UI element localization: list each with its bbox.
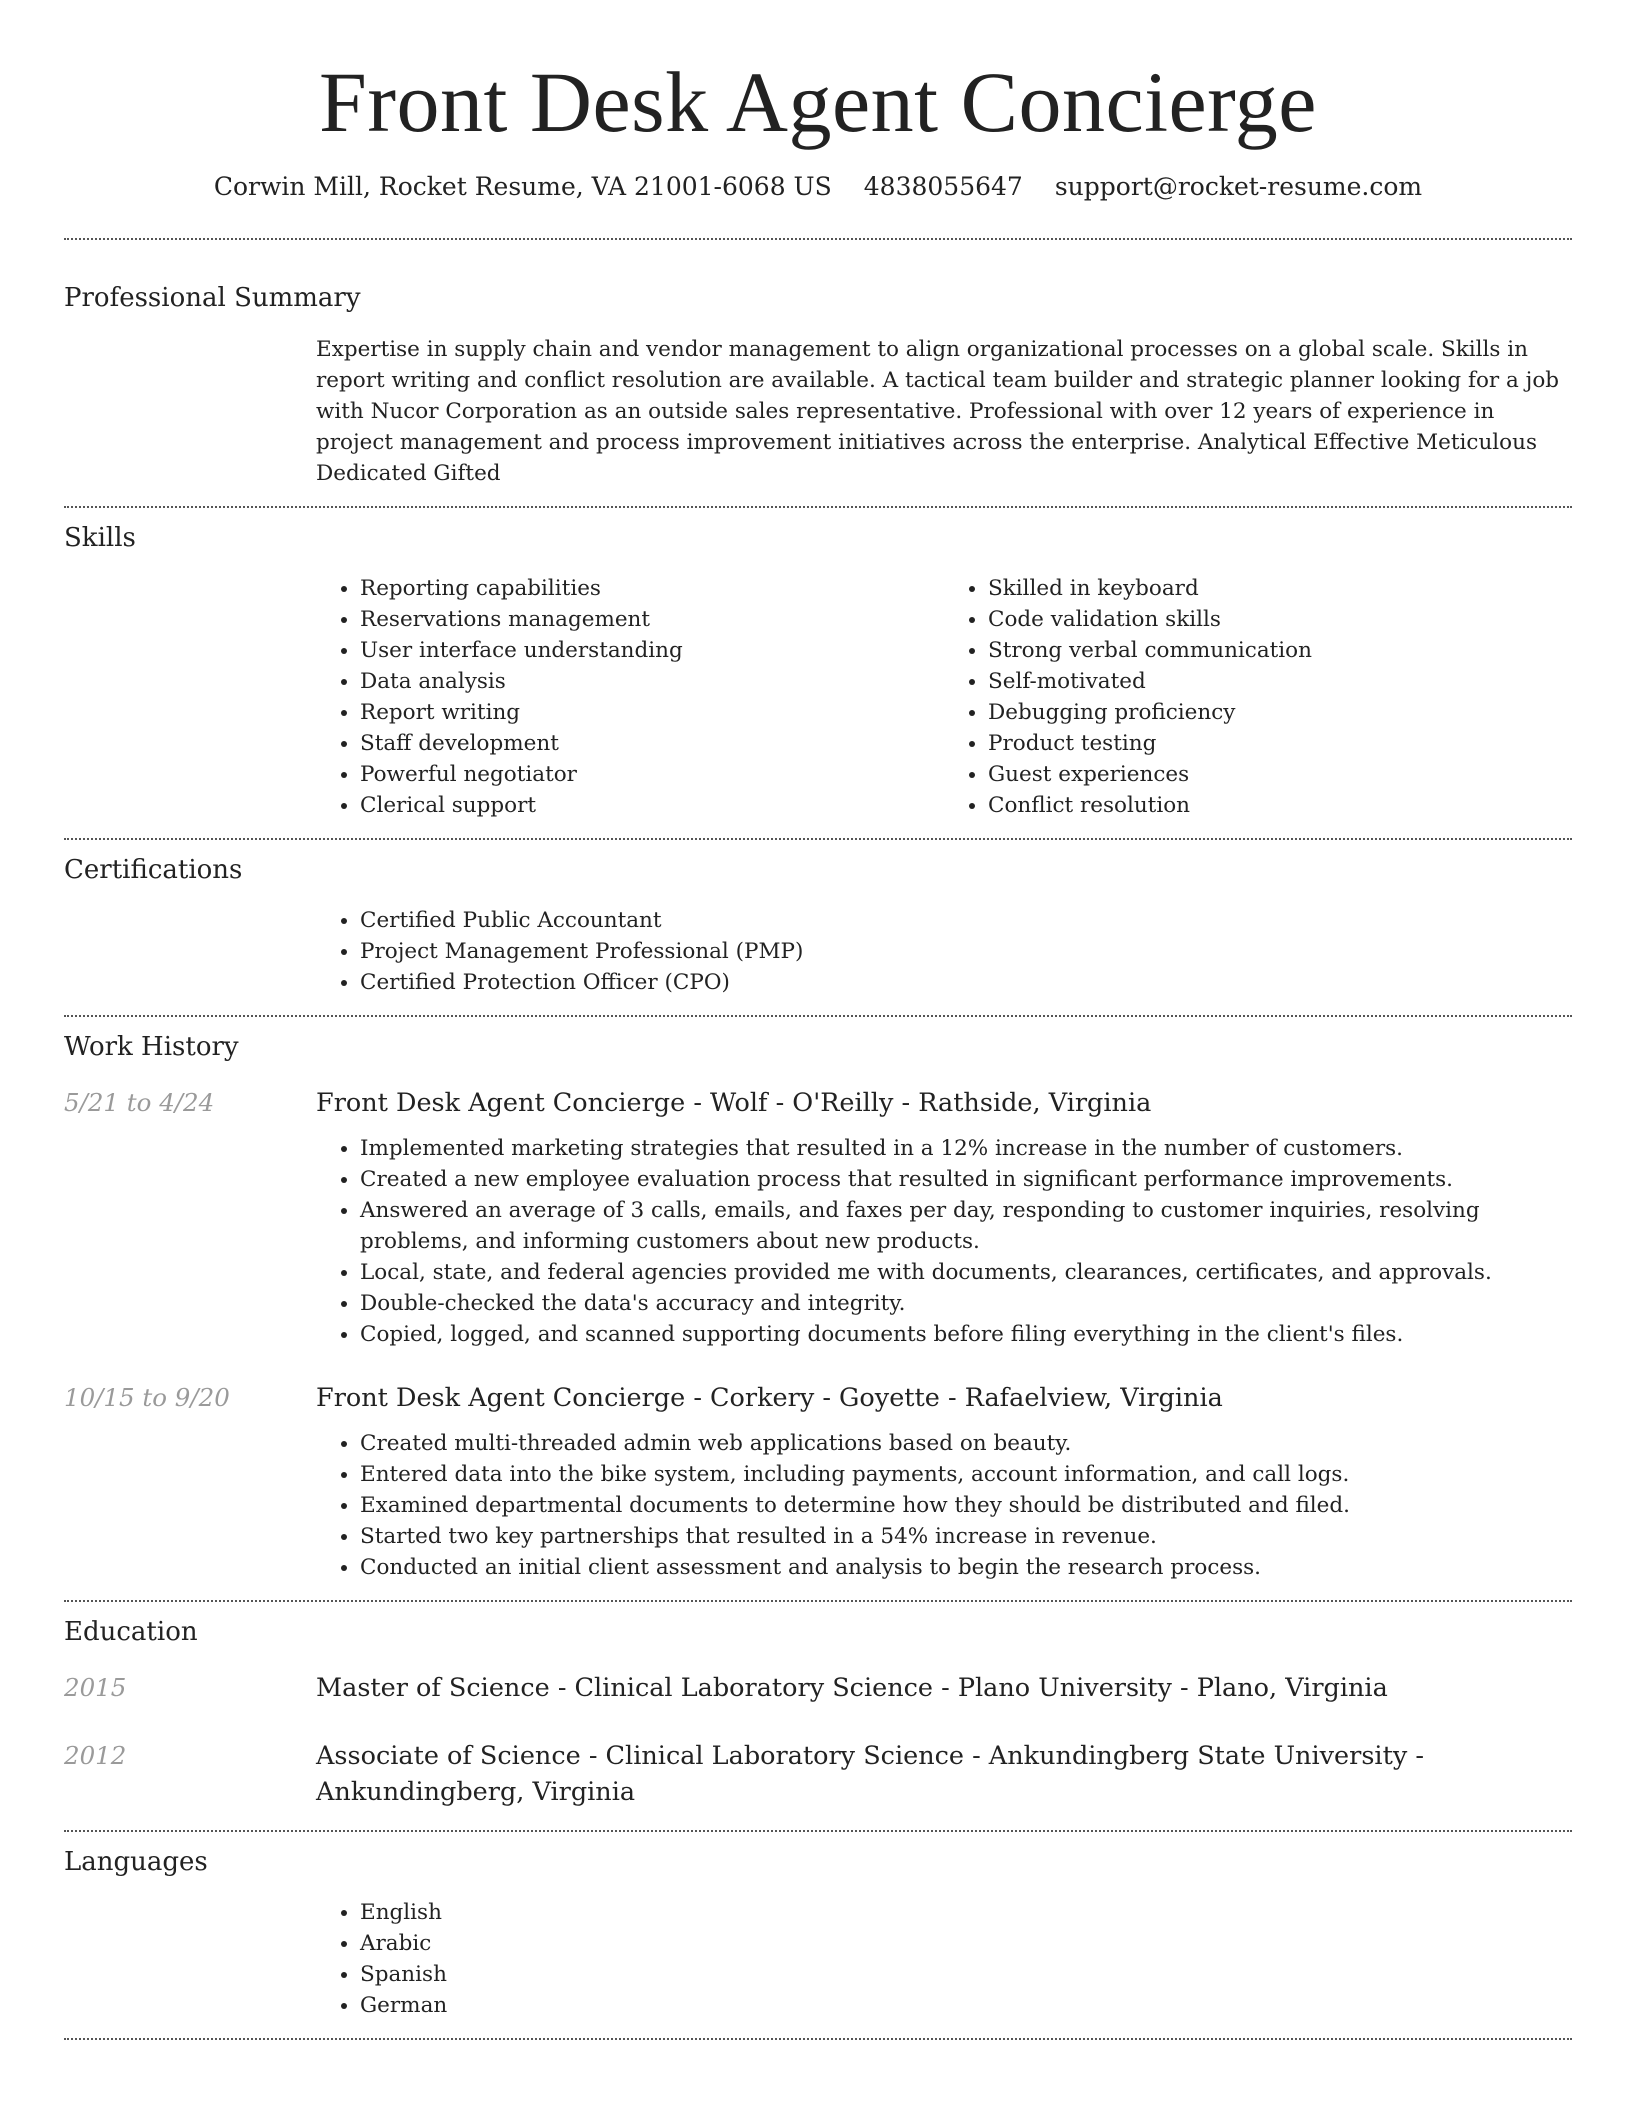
skill-item: • Reservations management xyxy=(360,604,944,635)
job-bullet: • Entered data into the bike system, including payments, account information, and call logs. xyxy=(360,1459,1572,1490)
language-item: • English xyxy=(360,1897,1572,1928)
skill-item: • Report writing xyxy=(360,697,944,728)
job-dates: 5/21 to 4/24 xyxy=(64,1088,215,1117)
certifications-section xyxy=(64,840,1572,998)
job-entry xyxy=(64,1380,1572,1583)
languages-list xyxy=(316,1897,1572,2021)
work-history-heading: Work History xyxy=(64,1032,239,1062)
job-bullet: • Double-checked the data's accuracy and integrity. xyxy=(360,1288,1572,1319)
summary-text: Expertise in supply chain and vendor management to align organizational processes on a global scale. Skills in report writing and conflict resolution are available. A tactical team builder and strategic planner looking for a job with Nucor Corporation as an outside sales representative. Professional with over 12 years of experience in project management and process improvement initiatives across the enterprise. Analytical Effective Meticulous Dedicated Gifted xyxy=(316,337,1560,486)
certification-item: • Certified Protection Officer (CPO) xyxy=(360,967,1572,998)
education-heading: Education xyxy=(64,1617,198,1647)
education-entry xyxy=(64,1738,1572,1810)
job-bullets xyxy=(316,1428,1572,1583)
skill-item: • Debugging proficiency xyxy=(988,697,1572,728)
skill-item: • Product testing xyxy=(988,728,1572,759)
job-bullet: • Local, state, and federal agencies provided me with documents, clearances, certificates, and approvals. xyxy=(360,1257,1572,1288)
skills-heading: Skills xyxy=(64,523,136,553)
skill-item: • Skilled in keyboard xyxy=(988,573,1572,604)
language-item: • Spanish xyxy=(360,1959,1572,1990)
skills-list-left xyxy=(316,573,944,821)
certifications-list xyxy=(316,905,1572,998)
language-item: • Arabic xyxy=(360,1928,1572,1959)
skill-item: • Strong verbal communication xyxy=(988,635,1572,666)
job-bullet: • Examined departmental documents to determine how they should be distributed and filed. xyxy=(360,1490,1572,1521)
skill-item: • User interface understanding xyxy=(360,635,944,666)
languages-heading: Languages xyxy=(64,1847,208,1877)
job-bullets xyxy=(316,1133,1572,1350)
education-section xyxy=(64,1602,1572,1810)
skill-item: • Code validation skills xyxy=(988,604,1572,635)
education-degree: Master of Science - Clinical Laboratory Science - Plano University - Plano, Virginia xyxy=(316,1673,1388,1703)
job-bullet: • Answered an average of 3 calls, emails, and faxes per day, responding to customer inquiries, resolving problems, and informing customers about new products. xyxy=(360,1195,1572,1257)
contact-line xyxy=(64,170,1572,204)
job-bullet: • Copied, logged, and scanned supporting documents before filing everything in the client's files. xyxy=(360,1319,1572,1350)
resume-title: Front Desk Agent Concierge xyxy=(319,54,1317,150)
job-role: Front Desk Agent Concierge - Wolf - O'Reilly - Rathside, Virginia xyxy=(316,1088,1152,1118)
education-degree: Associate of Science - Clinical Laboratory Science - Ankundingberg State University - Ankundingberg, Virginia xyxy=(316,1741,1424,1807)
language-item: • German xyxy=(360,1990,1572,2021)
job-dates: 10/15 to 9/20 xyxy=(64,1383,230,1412)
contact-phone: 4838055647 xyxy=(863,172,1023,201)
skill-item: • Powerful negotiator xyxy=(360,759,944,790)
section-divider xyxy=(64,2038,1572,2040)
contact-address: Corwin Mill, Rocket Resume, VA 21001-6068 US xyxy=(213,172,832,201)
skill-item: • Data analysis xyxy=(360,666,944,697)
skill-item: • Reporting capabilities xyxy=(360,573,944,604)
education-year: 2015 xyxy=(64,1673,127,1702)
job-bullet: • Started two key partnerships that resulted in a 54% increase in revenue. xyxy=(360,1521,1572,1552)
skill-item: • Self-motivated xyxy=(988,666,1572,697)
skill-item: • Guest experiences xyxy=(988,759,1572,790)
certification-item: • Certified Public Accountant xyxy=(360,905,1572,936)
certifications-heading: Certifications xyxy=(64,855,243,885)
skill-item: • Staff development xyxy=(360,728,944,759)
job-bullet: • Conducted an initial client assessment and analysis to begin the research process. xyxy=(360,1552,1572,1583)
skills-list-right xyxy=(944,573,1572,821)
job-role: Front Desk Agent Concierge - Corkery - Goyette - Rafaelview, Virginia xyxy=(316,1383,1223,1413)
languages-section xyxy=(64,1832,1572,2021)
education-year: 2012 xyxy=(64,1741,127,1770)
job-bullet: • Created a new employee evaluation process that resulted in significant performance improvements. xyxy=(360,1164,1572,1195)
summary-section xyxy=(64,240,1572,489)
skill-item: • Conflict resolution xyxy=(988,790,1572,821)
job-entry xyxy=(64,1085,1572,1350)
contact-email: support@rocket-resume.com xyxy=(1054,172,1423,201)
summary-heading: Professional Summary xyxy=(64,283,361,313)
education-entry xyxy=(64,1670,1572,1706)
job-bullet: • Created multi-threaded admin web applications based on beauty. xyxy=(360,1428,1572,1459)
skills-section xyxy=(64,508,1572,821)
resume-page xyxy=(64,0,1572,2040)
certification-item: • Project Management Professional (PMP) xyxy=(360,936,1572,967)
job-bullet: • Implemented marketing strategies that resulted in a 12% increase in the number of customers. xyxy=(360,1133,1572,1164)
work-history-section xyxy=(64,1017,1572,1583)
skill-item: • Clerical support xyxy=(360,790,944,821)
